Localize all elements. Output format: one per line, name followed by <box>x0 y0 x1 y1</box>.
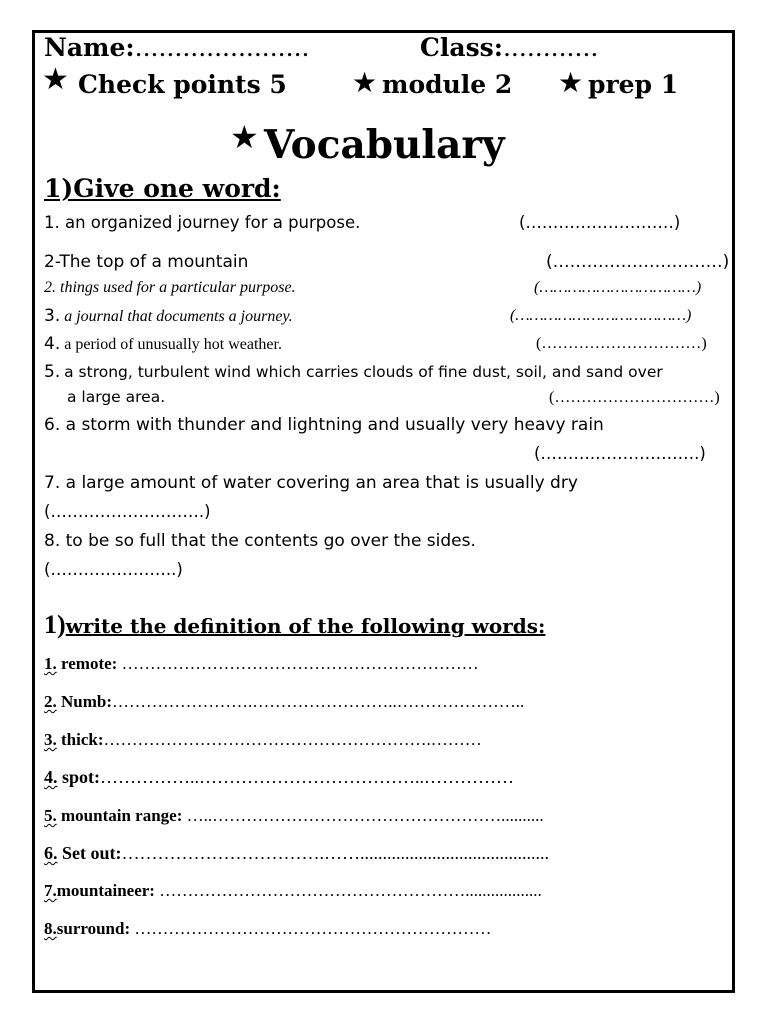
name-label: Name: <box>44 33 135 62</box>
star-icon: ★ <box>42 62 69 97</box>
list-item-text: 3. a journal that documents a journey. <box>44 306 293 326</box>
page-title: Vocabulary <box>264 122 505 168</box>
class-line <box>420 33 598 62</box>
list-item-text: 8. to be so full that the contents go over the sides. <box>44 531 476 551</box>
list-item-text: 5. a strong, turbulent wind which carries clouds of fine dust, soil, and sand over <box>44 362 663 382</box>
answer-blank: (…………………………) <box>549 389 720 406</box>
star-icon: ★ <box>230 118 259 156</box>
list-item-text: a large area. <box>67 388 166 406</box>
list-item-text: 6. a storm with thunder and lightning and usually very heavy rain <box>44 415 604 435</box>
name-line <box>44 33 309 62</box>
answer-blank: (……….……………….) <box>534 444 706 463</box>
list-item-text: 2-The top of a mountain <box>44 252 249 272</box>
star-icon: ★ <box>558 66 584 99</box>
name-dots: ...................... <box>134 33 310 62</box>
list-item: 3. thick:………………………………………………….……… <box>44 730 482 749</box>
section2-heading: 1)write the definition of the following words: <box>44 610 546 639</box>
list-item: 8.surround: ……………………………………………………… <box>44 919 492 938</box>
section1-heading: 1)Give one word: <box>44 174 281 203</box>
list-item: 2. Numb:…………………….……………………..………………….. <box>44 692 525 711</box>
answer-blank: (……………………….) <box>44 502 211 521</box>
list-item-text: 4. a period of unusually hot weather. <box>44 334 282 354</box>
answer-blank: (……………………………) <box>534 279 702 296</box>
list-item-text: 7. a large amount of water covering an area that is usually dry <box>44 473 578 493</box>
module-label: module 2 <box>382 70 513 99</box>
list-item: 6. Set out:…………………………….…….......................................... <box>44 843 549 863</box>
list-item-text: 2. things used for a particular purpose. <box>44 279 296 296</box>
list-item: 5. mountain range: …..…………………………………………….......... <box>44 806 544 825</box>
class-dots: ............ <box>502 33 599 62</box>
class-label: Class: <box>420 33 503 62</box>
answer-blank: (…………………..) <box>44 560 183 579</box>
list-item: 1. remote: ……………………………………………………… <box>44 654 479 673</box>
answer-blank: (…………………………) <box>536 335 707 352</box>
star-icon: ★ <box>352 66 378 99</box>
answer-blank: (………………………) <box>519 213 681 232</box>
list-item: 4. spot:……………..………………………………..…………… <box>44 767 515 787</box>
answer-blank: (………………………………) <box>510 307 692 324</box>
answer-blank: (…………………………) <box>546 252 730 272</box>
check-points-label: Check points 5 <box>78 70 287 99</box>
list-item-text: 1. an organized journey for a purpose. <box>44 213 361 232</box>
list-item: 7.mountaineer: ……………………………………………….................. <box>44 881 542 900</box>
prep-label: prep 1 <box>588 70 679 99</box>
